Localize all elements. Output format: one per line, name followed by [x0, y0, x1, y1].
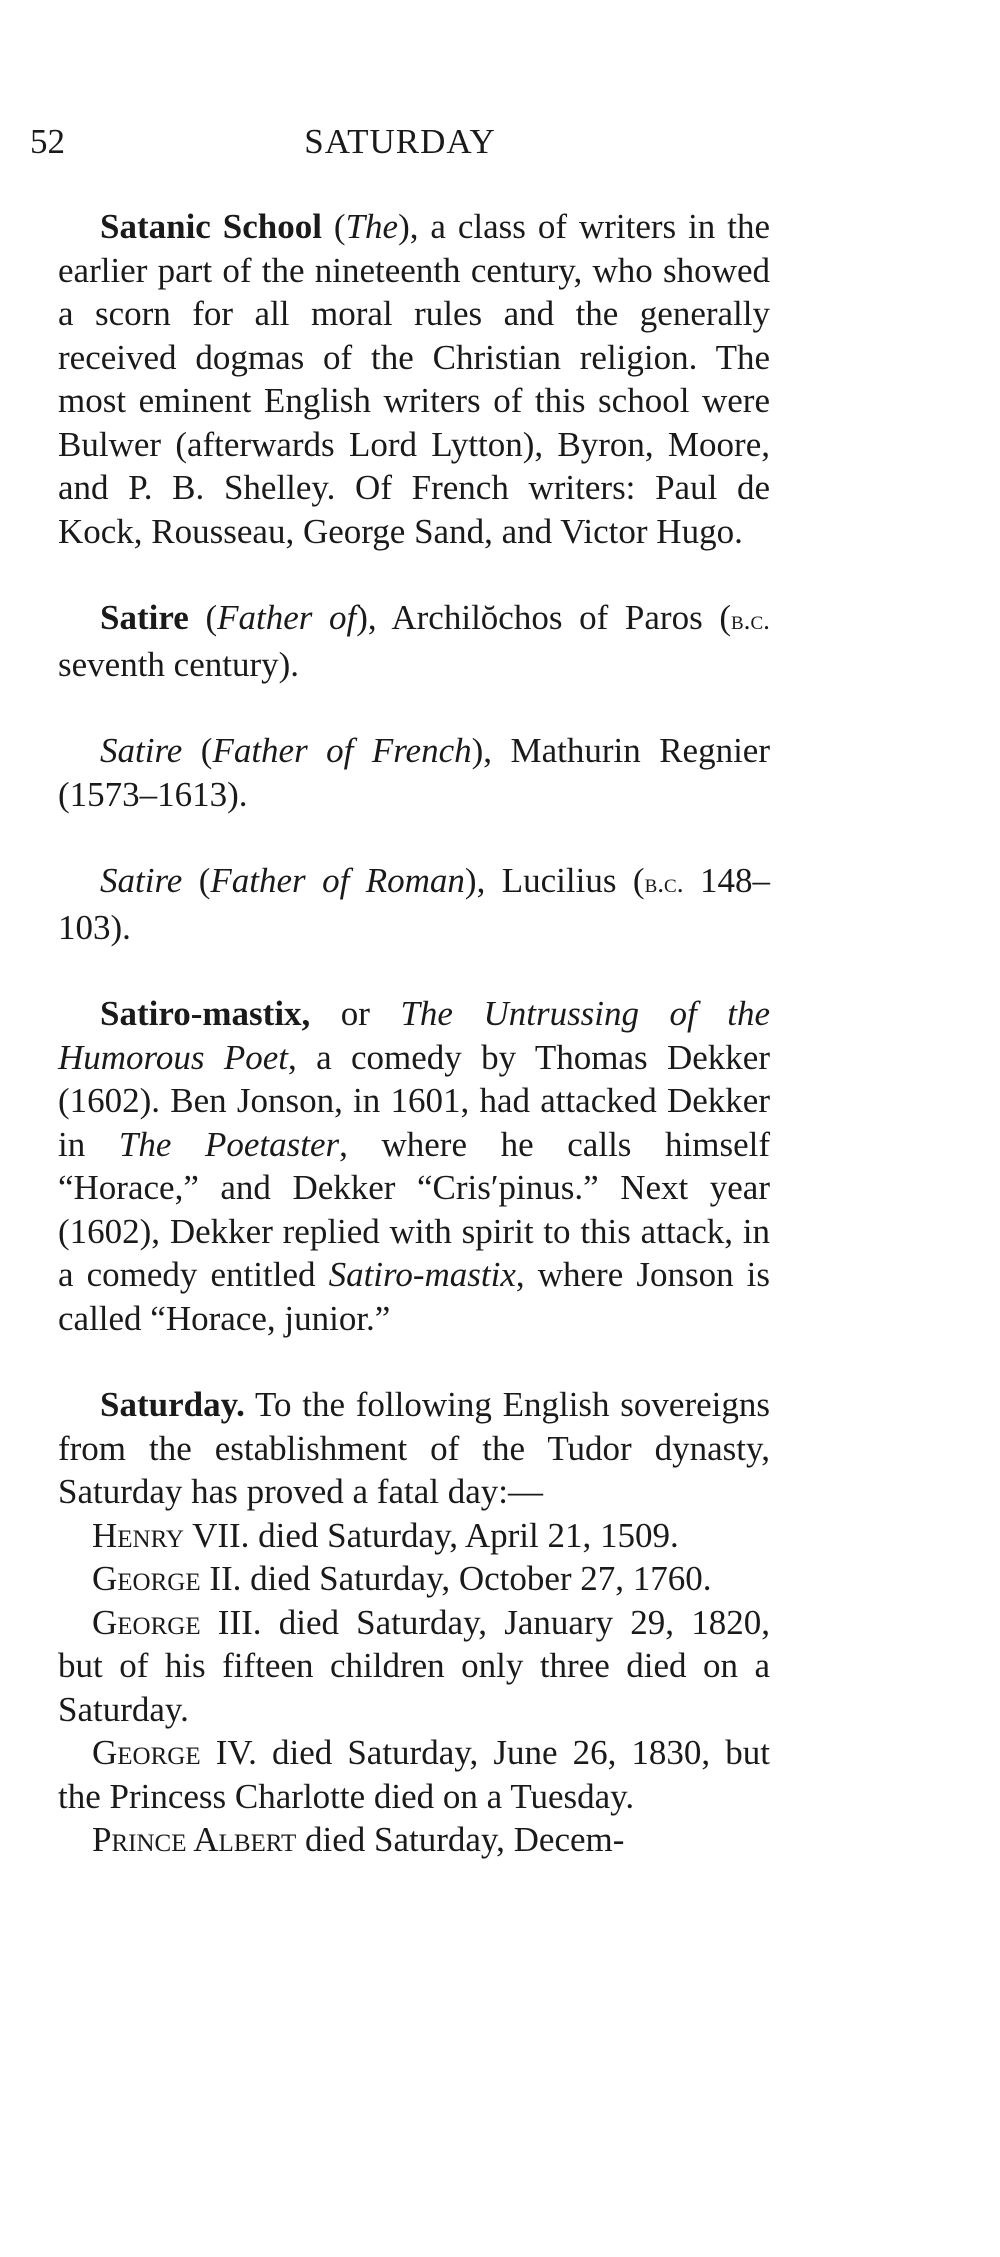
entry-headword: Satire [100, 731, 183, 770]
entry-text: To the following English sovereigns from the establishment of the Tudor dynasty, Saturday has proved a fatal day:— [58, 1385, 770, 1511]
entry-text: IV. died Saturday, June 26, 1830, but the Princess Charlotte died on a Tuesday. [58, 1733, 770, 1816]
entry-italic: Father of French [212, 731, 472, 770]
entry-satire-french [58, 729, 770, 816]
entry-text: ( [182, 861, 211, 900]
entry-headword: Satanic School [100, 207, 322, 246]
page-header [30, 122, 770, 172]
list-item [58, 1557, 770, 1601]
entry-satire-roman [58, 859, 770, 949]
list-item [58, 1514, 770, 1558]
sovereign-name: Prince Albert [92, 1820, 297, 1859]
entry-text: ), a class of writers in the earlier part of the nineteenth century, who showed a scorn for all moral rules and the generally received dogmas of the Christian religion. The most eminent English writers of this school were Bulwer (afterwards Lord Lytton), Byron, Moore, and P. B. Shelley. Of French writers: Paul de Kock, Rousseau, George Sand, and Victor Hugo. [58, 207, 770, 551]
entry-text: ( [182, 731, 213, 770]
entry-italic: The [345, 207, 399, 246]
entry-text: or [310, 994, 401, 1033]
entry-italic: Satiro-mastix [328, 1255, 516, 1294]
entry-text: ( [188, 598, 218, 637]
entry-text: seventh century). [58, 644, 300, 684]
list-item [58, 1818, 770, 1862]
entry-satiro-mastix [58, 992, 770, 1340]
entry-satire [58, 596, 770, 686]
sovereign-name: George [92, 1559, 201, 1598]
list-item [58, 1731, 770, 1818]
sovereign-name: George [92, 1602, 201, 1642]
entry-headword: Satire [100, 598, 189, 637]
entry-italic: The Poetaster [118, 1124, 340, 1164]
era-abbreviation: b.c. [644, 868, 684, 898]
entry-text: , where Jonson is called “Horace, junior.” [58, 1255, 771, 1338]
era-abbreviation: b.c. [731, 605, 770, 635]
sovereign-name: George [92, 1733, 201, 1772]
entry-text: ), Mathurin Regnier (1573–1613). [58, 731, 771, 814]
page-number: 52 [30, 122, 65, 161]
entry-text: VII. died Saturday, April 21, 1509. [183, 1515, 679, 1555]
entry-italic: The Untrussing of the Humorous Poet [58, 994, 770, 1077]
entry-text: , a comedy by Thomas Dekker (1602). Ben Jonson, in 1601, had attacked Dekker in [58, 1037, 770, 1164]
entry-italic: Father of Roman [210, 861, 465, 900]
entry-text: III. died Saturday, January 29, 1820, but of his fifteen children only three died on a Saturday. [58, 1602, 770, 1729]
entry-text: II. died Saturday, October 27, 1760. [200, 1559, 712, 1598]
entry-headword: Satire [100, 861, 183, 900]
running-head: SATURDAY [304, 122, 496, 161]
entry-text: 148–103). [58, 861, 770, 947]
entry-text: , where he calls himself “Horace,” and Dekker “Cris′pinus.” Next year (1602), Dekker replied with spirit to this attack, in a comedy entitled [58, 1124, 771, 1294]
entry-text: died Saturday, Decem- [296, 1820, 625, 1859]
entry-headword: Saturday. [100, 1385, 245, 1424]
page-body [58, 205, 770, 1905]
sovereign-name: Henry [92, 1515, 184, 1555]
list-item [58, 1601, 770, 1732]
entry-saturday [58, 1383, 770, 1862]
entry-text: ), Archilŏchos of Paros ( [356, 598, 731, 637]
entry-text: ( [321, 207, 346, 246]
entry-italic: Father of [217, 598, 357, 637]
entry-headword: Satiro-mastix, [100, 994, 311, 1033]
entry-satanic-school [58, 205, 770, 553]
entry-text: ), Lucilius ( [464, 861, 645, 900]
